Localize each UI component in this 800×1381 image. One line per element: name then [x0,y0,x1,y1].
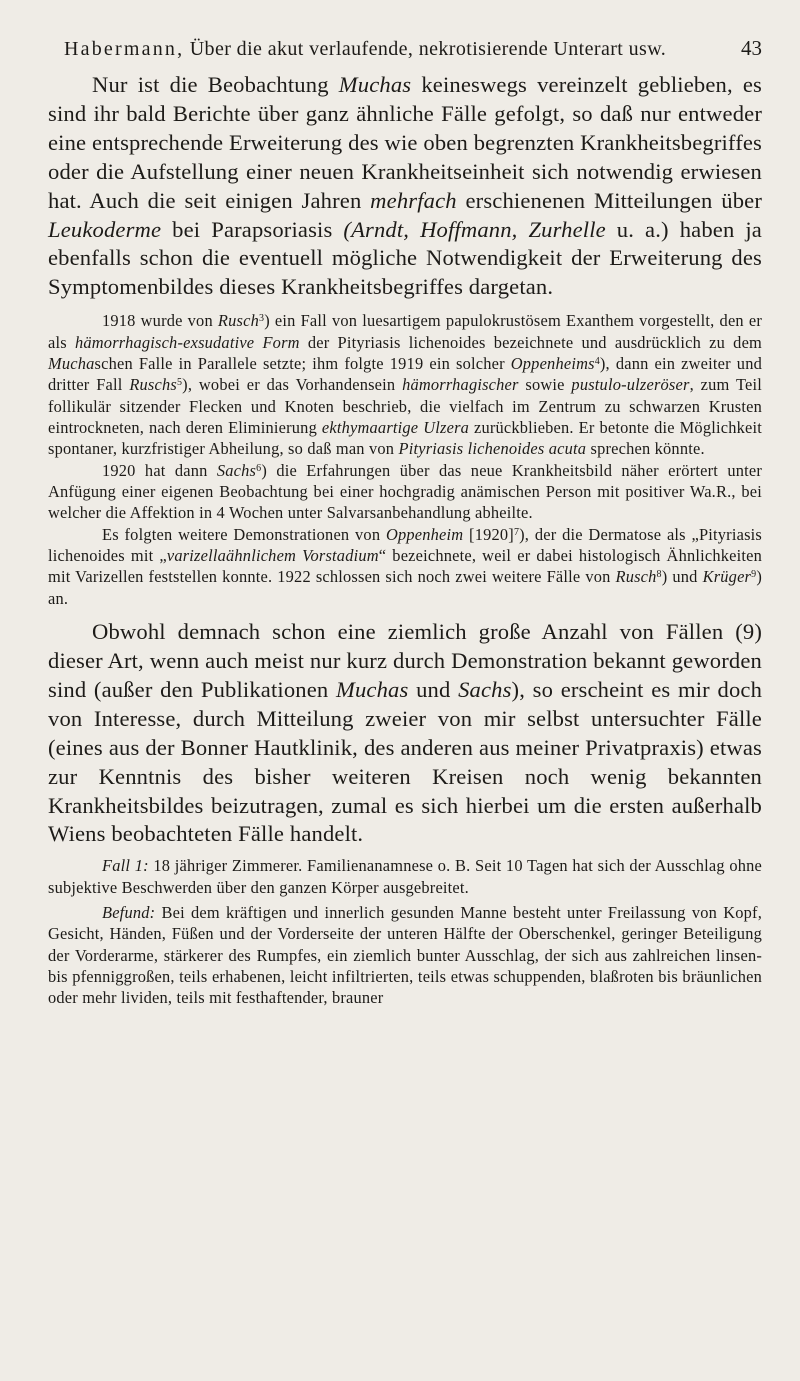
text-run: ) die Erfahrungen über das neue Krankheitsbild näher erörtert unter Anfügung einer eigenen Beobachtung bei einer hochgradig anämischen Person mit positiver Wa.R., bei welcher die Affektion in 4 Wochen unter Salvarsanbehandlung abheilte. [48,460,763,523]
author-name: Oppenheims [510,353,595,373]
author-names: (Arndt, Hoffmann, Zurhelle [343,216,606,242]
text-run: schen Falle in Parallele setzte; ihm folgte 1919 ein solcher [94,353,511,373]
text-run: sprechen könnte. [586,439,705,459]
text-run: 1920 hat dann [102,460,217,480]
text-run: der Pityriasis lichenoides bezeichnete und ausdrücklich zu dem [299,332,762,352]
author-name: Sachs [458,676,512,702]
author-name: Ruschs [129,375,177,395]
text-run: “ bezeichnete, weil er dabei histologisch Ähnlichkeiten mit Varizellen feststellen konnte. 1922 schlossen sich noch zwei weitere Fälle von [48,546,763,587]
text-run: sowie [518,375,572,395]
author-name: Rusch [615,567,657,587]
paragraph-5 [48,618,762,849]
text-run: ), der die Dermatose als „Pityriasis lichenoides mit „ [48,524,762,566]
text-run: 1918 wurde von [102,311,218,331]
text-run: und [408,676,459,702]
paragraph-1 [48,71,762,302]
emphasis: mehrfach [370,187,457,213]
emphasis: varizellaähnlichem Vorstadium [166,546,379,566]
paragraph-findings [48,902,762,1009]
paragraph-4 [48,524,762,609]
text-run: ), wobei er das Vorhandensein [182,375,403,395]
author-name: Muchas [338,72,412,97]
emphasis: pustulo-ulzeröser [571,375,690,395]
paragraph-2 [48,310,762,459]
footnote-ref: 6 [256,462,262,474]
emphasis: Leukoderme [48,216,162,242]
emphasis: hämorrhagischer [402,375,519,395]
running-header [64,36,762,61]
author-name: Oppenheim [385,524,464,544]
footnote-ref: 4 [594,355,600,367]
text-run: , zum Teil follikulär sitzender Flecken und Knoten beschrieb, die vielfach im Zentrum zu schwarzen Krusten eintrockneten, nach deren Eliminierung [48,375,762,437]
paragraph-case-1 [48,855,762,898]
text-run: Nur ist die Beobachtung [92,72,339,97]
text-run: Es folgten weitere Demonstrationen von [102,524,386,544]
text-run: ) und [661,567,703,587]
text-run: erschienenen Mitteilungen über [456,187,762,213]
footnote-ref: 8 [656,569,662,581]
running-header-title [64,38,666,61]
author-name: Rusch [217,311,259,331]
text-run: ) an. [48,567,762,608]
emphasis: Pityriasis lichenoides acuta [398,439,587,459]
text-run: ), so erscheint es mir doch von Interesse, durch Mitteilung zweier von mir selbst untersuchter Fälle (eines aus der Bonner Hautklinik, des anderen aus meiner Privatpraxis) etwas zur Kenntnis des bisher weiteren Kreisen noch wenig bekannten Krankheitsbildes beizutragen, zumal es sich hierbei um die ersten außerhalb Wiens beobachteten Fälle handelt. [48,676,763,847]
findings-label: Befund: [102,903,156,922]
author-name: Muchas [336,676,409,702]
text-run: bei Parapsoriasis [161,216,344,242]
author-name: Sachs [216,460,257,480]
footnote-ref: 7 [513,526,520,538]
author-name: Mucha [48,353,95,373]
text-run: [1920] [463,524,514,544]
text-run: Obwohl demnach schon eine ziemlich große Anzahl von Fällen (9) dieser Art, wenn auch meist nur kurz durch Demonstration bekannt geworden sind (außer den Publikationen [48,619,762,702]
text-run: keineswegs vereinzelt geblieben, es sind ihr bald Berichte über ganz ähnliche Fälle gefolgt, so daß nur entweder eine entsprechende Erweiterung des wie oben begrenzten Krankheitsbegriffes oder die Aufstellung einer neuen Krankheitseinheit sich notwendig erwiesen hat. Auch die seit einigen Jahren [48,72,762,213]
paragraph-3 [48,460,762,524]
text-run: 18 jähriger Zimmerer. Familienanamnese o. B. Seit 10 Tagen hat sich der Ausschlag ohne subjektive Beschwerden über den ganzen Körper ausgebreitet. [48,856,762,897]
emphasis: ekthymaartige Ulzera [321,417,470,437]
footnote-ref: 5 [176,377,183,389]
footnote-ref: 9 [751,569,757,581]
author-name: Krüger [702,567,752,587]
running-header-article-title: Über die akut verlaufende, nekrotisierende Unterart usw. [189,38,667,60]
text-run: ), dann ein zweiter und dritter Fall [48,353,762,395]
text-run: zurückblieben. Er betonte die Möglichkeit spontaner, kurzfristiger Abheilung, so daß man von [48,417,762,459]
case-label: Fall 1: [102,856,149,876]
emphasis: hämorrhagisch-exsudative Form [74,332,300,352]
text-run: ) ein Fall von luesartigem papulokrustösem Exanthem vorgestellt, den er als [48,311,763,352]
text-run: u. a.) haben ja ebenfalls schon die eventuell mögliche Notwendigkeit der Erweiterung des Symptomenbildes dieses Krankheitsbegriffes dargetan. [48,216,762,300]
footnote-ref: 3 [258,313,265,325]
page-number: 43 [741,36,762,60]
text-run: Bei dem kräftigen und innerlich gesunden Manne besteht unter Freilassung von Kopf, Gesicht, Händen, Füßen und der Vorderseite der unteren Hälfte der Oberschenkel, geringer Beteiligung der Vorderarme, stärkerer des Rumpfes, ein ziemlich bunter Ausschlag, der sich aus zahlreichen linsen- bis pfenniggroßen, teils erhabenen, leicht infiltrierten, teils etwas schuppenden, blaßroten bis bräunlichen oder mehr lividen, teils mit festhaftender, brauner [48,903,762,1008]
running-header-author: Habermann, [64,38,185,60]
